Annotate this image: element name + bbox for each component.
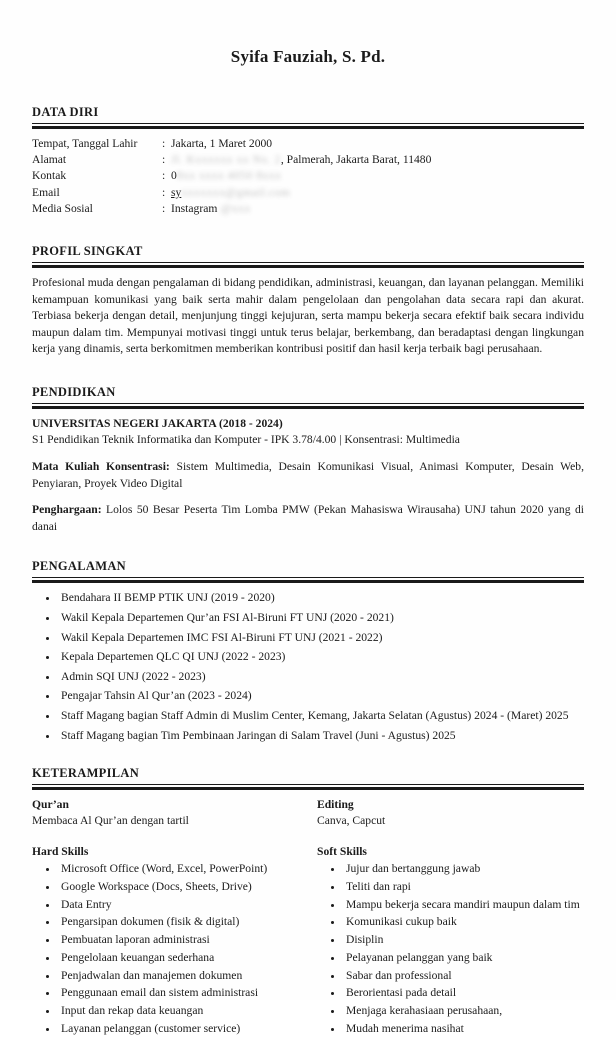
hard-skills-list [32, 862, 317, 1037]
section-pengalaman [32, 559, 584, 742]
data-diri-label: Email [32, 185, 60, 199]
data-diri-value [171, 152, 584, 168]
hard-skill-item: • Microsoft Office (Word, Excel, PowerPoint) [59, 862, 317, 877]
experience-item: • Pengajar Tahsin Al Qur’an (2023 - 2024) [59, 688, 584, 703]
profile-paragraph: Profesional muda dengan pengalaman di bidang pendidikan, administrasi, keuangan, dan layanan pelanggan. Memiliki kemampuan komunikasi yang baik serta mahir dalam pengelolaan dan pengolahan data secara rapi dan akurat. Terbiasa bekerja dengan detail, menjunjung tinggi kejujuran, serta mampu bekerja secara efektif baik secara individu maupun dalam tim. Mempunyai motivasi tinggi untuk terus belajar, berkembang, dan beradaptasi dengan lingkungan kerja yang dinamis, serta berkomitmen memberikan kontribusi positif dan hasil kerja terbaik bagi perusahaan. [32, 276, 584, 356]
skill-block-editing [317, 797, 584, 830]
data-diri-rows [32, 136, 584, 217]
experience-list [32, 590, 584, 742]
data-diri-separator: : [162, 185, 166, 199]
redacted-text: @xxx [217, 201, 251, 215]
education-award-text: Lolos 50 Besar Peserta Tim Lomba PMW (Pekan Mahasiswa Wirausaha) UNJ tahun 2020 yang di danai [32, 503, 584, 533]
skills-column-left [32, 797, 317, 1051]
data-diri-row [32, 201, 584, 217]
data-diri-value-visible: 0 [171, 169, 177, 183]
section-divider [32, 123, 584, 129]
data-diri-value [171, 201, 584, 217]
section-data-diri [32, 105, 584, 217]
data-diri-heading: DATA DIRI [32, 105, 99, 119]
redacted-text: 8xx xxxx 4050 8xxx [176, 169, 282, 183]
soft-skill-item: • Mudah menerima nasihat [344, 1022, 584, 1037]
soft-skills-list [317, 862, 584, 1037]
data-diri-label: Media Sosial [32, 201, 93, 215]
data-diri-value [171, 168, 584, 184]
data-diri-row [32, 185, 584, 201]
education-degree: S1 Pendidikan Teknik Informatika dan Komputer - IPK 3.78/4.00 | Konsentrasi: Multimedia [32, 433, 460, 447]
data-diri-value-visible: sy [171, 185, 182, 199]
data-diri-label: Kontak [32, 169, 67, 183]
hard-skill-item: • Penjadwalan dan manajemen dokumen [59, 969, 317, 984]
profil-heading: PROFIL SINGKAT [32, 244, 143, 259]
section-divider [32, 403, 584, 409]
data-diri-row [32, 136, 584, 152]
skill-subheading-editing: Editing [317, 797, 354, 811]
skill-text-editing: Canva, Capcut [317, 814, 386, 828]
data-diri-separator: : [162, 153, 166, 167]
redacted-text: xxxxxxx@gmail.com [181, 185, 291, 199]
section-divider [32, 784, 584, 790]
hard-skill-item: • Input dan rekap data keuangan [59, 1004, 317, 1019]
pengalaman-heading: PENGALAMAN [32, 559, 126, 574]
soft-skill-item: • Mampu bekerja secara mandiri maupun dalam tim [344, 898, 584, 913]
section-profil-singkat [32, 244, 584, 358]
skill-subheading-quran: Qur’an [32, 797, 69, 811]
soft-skill-item: • Jujur dan bertanggung jawab [344, 862, 584, 877]
section-divider [32, 577, 584, 583]
hard-skill-item: • Pembuatan laporan administrasi [59, 933, 317, 948]
soft-skill-item: • Menjaga kerahasiaan perusahaan, [344, 1004, 584, 1019]
soft-skill-item: • Disiplin [344, 933, 584, 948]
hard-skill-item: • Pengelolaan keuangan sederhana [59, 951, 317, 966]
soft-skill-item: • Komunikasi cukup baik [344, 915, 584, 930]
data-diri-value [171, 136, 584, 152]
data-diri-row [32, 152, 584, 168]
data-diri-label: Alamat [32, 153, 67, 167]
keterampilan-heading: KETERAMPILAN [32, 765, 140, 780]
soft-skill-item: • Berorientasi pada detail [344, 986, 584, 1001]
soft-skill-item: • Teliti dan rapi [344, 880, 584, 895]
data-diri-separator: : [162, 137, 166, 150]
experience-item: • Admin SQI UNJ (2022 - 2023) [59, 669, 584, 684]
hard-skill-item: • Pengarsipan dokumen (fisik & digital) [59, 915, 317, 930]
pendidikan-heading: PENDIDIKAN [32, 384, 116, 399]
experience-item: • Kepala Departemen QLC QI UNJ (2022 - 2023) [59, 649, 584, 664]
data-diri-separator: : [162, 169, 166, 183]
skill-subheading-hard-skills: Hard Skills [32, 844, 89, 858]
section-divider [32, 262, 584, 268]
education-courses-text: Sistem Multimedia, Desain Komunikasi Visual, Animasi Komputer, Desain Web, Penyiaran, Proyek Video Digital [32, 459, 584, 490]
section-keterampilan [32, 766, 584, 1051]
skill-block-soft-skills [317, 844, 584, 1037]
skills-grid [32, 797, 584, 1051]
education-award-label: Penghargaan: [32, 503, 102, 517]
skill-block-quran [32, 797, 317, 830]
redacted-text: Jl. Kxxxxxx xx Nx. 2 [171, 153, 281, 167]
hard-skill-item: • Data Entry [59, 898, 317, 913]
hard-skill-item: • Penggunaan email dan sistem administrasi [59, 986, 317, 1001]
experience-item: • Wakil Kepala Departemen IMC FSI Al-Biruni FT UNJ (2021 - 2022) [59, 630, 584, 645]
education-school: UNIVERSITAS NEGERI JAKARTA (2018 - 2024) [32, 416, 283, 430]
data-diri-value-visible: Jakarta, 1 Maret 2000 [171, 137, 273, 150]
section-pendidikan [32, 385, 584, 535]
data-diri-value [171, 185, 584, 201]
hard-skill-item: • Google Workspace (Docs, Sheets, Drive) [59, 880, 317, 895]
data-diri-separator: : [162, 201, 166, 215]
experience-item: • Wakil Kepala Departemen Qur’an FSI Al-Biruni FT UNJ (2020 - 2021) [59, 610, 584, 625]
education-courses-label: Mata Kuliah Konsentrasi: [32, 459, 170, 473]
education-award [32, 502, 584, 535]
data-diri-value-visible: , Palmerah, Jakarta Barat, 11480 [280, 153, 432, 167]
page-title: Syifa Fauziah, S. Pd. [230, 47, 386, 66]
soft-skill-item: • Sabar dan professional [344, 969, 584, 984]
data-diri-value-visible: Instagram [171, 201, 218, 215]
education-courses [32, 459, 584, 492]
hard-skill-item: • Layanan pelanggan (customer service) [59, 1022, 317, 1037]
soft-skill-item: • Pelayanan pelanggan yang baik [344, 951, 584, 966]
skill-text-quran: Membaca Al Qur’an dengan tartil [32, 814, 189, 828]
skill-block-hard-skills [32, 844, 317, 1037]
skills-column-right [317, 797, 584, 1051]
experience-item: • Bendahara II BEMP PTIK UNJ (2019 - 2020) [59, 590, 584, 605]
experience-item: • Staff Magang bagian Staff Admin di Muslim Center, Kemang, Jakarta Selatan (Agustus) 2024 - (Maret) 2025 [59, 708, 584, 723]
experience-item: • Staff Magang bagian Tim Pembinaan Jaringan di Salam Travel (Juni - Agustus) 2025 [59, 728, 584, 743]
data-diri-label: Tempat, Tanggal Lahir [32, 137, 138, 150]
data-diri-row [32, 168, 584, 184]
skill-subheading-soft-skills: Soft Skills [317, 844, 367, 858]
